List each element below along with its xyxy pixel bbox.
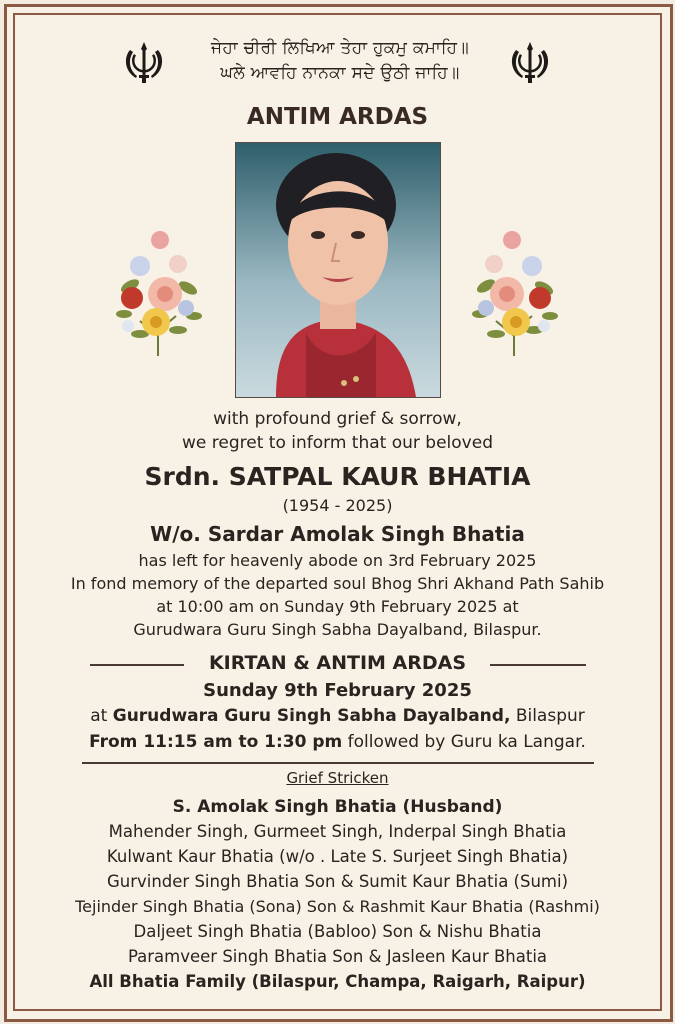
intro-line-2: we regret to inform that our beloved [182, 433, 493, 453]
grief-member-1: Mahender Singh, Gurmeet Singh, Inderpal Singh Bhatia [108, 822, 567, 841]
time-range: From 11:15 am to 1:30 pm [89, 732, 343, 752]
details-line-3: at 10:00 am on Sunday 9th February 2025 at [156, 597, 519, 616]
portrait-photo [235, 142, 441, 398]
venue-prefix: at [90, 706, 113, 726]
spouse-line: W/o. Sardar Amolak Singh Bhatia [150, 522, 525, 546]
deceased-name: Srdn. SATPAL KAUR BHATIA [144, 462, 531, 491]
flower-bouquet-icon-left [110, 226, 206, 366]
notice-title: ANTIM ARDAS [246, 104, 429, 130]
deceased-years: (1954 - 2025) [282, 496, 393, 515]
portrait-illustration [236, 143, 440, 397]
grief-member-2: Kulwant Kaur Bhatia (w/o . Late S. Surjeet Singh Bhatia) [106, 847, 569, 866]
khanda-icon-left [122, 40, 166, 84]
grief-heading: Grief Stricken [286, 769, 389, 787]
gurbani-verse [180, 36, 500, 86]
gurbani-line-1: ਜੇਹਾ ਚੀਰੀ ਲਿਖਿਆ ਤੇਹਾ ਹੁਕਮੁ ਕਮਾਹਿ॥ [210, 38, 470, 58]
kirtan-date: Sunday 9th February 2025 [203, 680, 472, 701]
details-line-1: has left for heavenly abode on 3rd February 2025 [138, 551, 537, 570]
divider-full [82, 762, 594, 764]
grief-husband: S. Amolak Singh Bhatia (Husband) [172, 797, 503, 817]
grief-family: All Bhatia Family (Bilaspur, Champa, Raigarh, Raipur) [89, 972, 586, 991]
flower-bouquet-icon-right [466, 226, 562, 366]
details-line-4: Gurudwara Guru Singh Sabha Dayalband, Bilaspur. [133, 620, 542, 639]
kirtan-heading: KIRTAN & ANTIM ARDAS [208, 652, 467, 674]
venue-city: Bilaspur [510, 706, 585, 726]
details-line-2: In fond memory of the departed soul Bhog Shri Akhand Path Sahib [70, 574, 605, 593]
gurbani-line-2: ਘਲੇ ਆਵਹਿ ਨਾਨਕਾ ਸਦੇ ਉਠੀ ਜਾਹਿ॥ [220, 63, 460, 83]
grief-member-6: Paramveer Singh Bhatia Son & Jasleen Kaur Bhatia [127, 947, 548, 966]
grief-member-3: Gurvinder Singh Bhatia Son & Sumit Kaur Bhatia (Sumi) [106, 872, 569, 891]
grief-member-4: Tejinder Singh Bhatia (Sona) Son & Rashmit Kaur Bhatia (Rashmi) [75, 897, 600, 916]
venue-name: Gurudwara Guru Singh Sabha Dayalband, [112, 706, 511, 726]
kirtan-venue [0, 706, 675, 726]
khanda-icon-right [508, 40, 552, 84]
kirtan-time [0, 732, 675, 752]
grief-member-5: Daljeet Singh Bhatia (Babloo) Son & Nishu Bhatia [133, 922, 542, 941]
langar-note: followed by Guru ka Langar. [342, 732, 586, 752]
intro-line-1: with profound grief & sorrow, [213, 409, 462, 429]
